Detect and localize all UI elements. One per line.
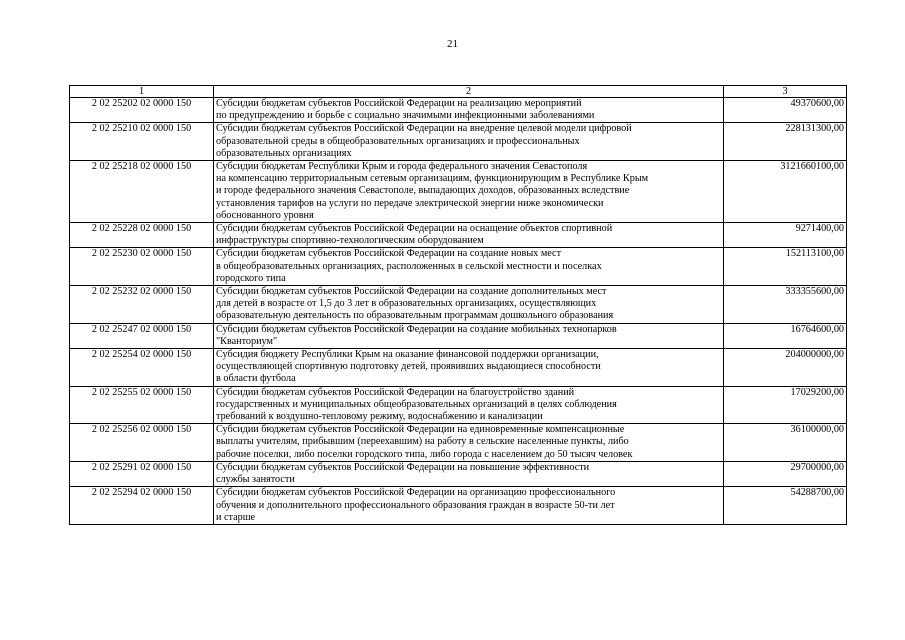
column-header-description: 2 [214,86,724,98]
column-header-code: 1 [70,86,214,98]
description-cell: Субсидии бюджетам субъектов Российской Федерации на благоустройство зданий государственных и муниципальных общеобразовательных организаций в целях соблюдения требований к воздушно-тепловому режиму, водоснабжению и канализации [214,386,724,424]
budget-code-cell: 2 02 25228 02 0000 150 [70,223,214,248]
table-row [70,161,847,223]
page-number: 21 [447,38,458,50]
budget-code-cell: 2 02 25291 02 0000 150 [70,461,214,486]
table-row [70,98,847,123]
description-cell: Субсидии бюджетам субъектов Российской Федерации на создание мобильных технопарков "Кванториум" [214,323,724,348]
description-cell: Субсидии бюджетам субъектов Российской Федерации на единовременные компенсационные выплаты учителям, прибывшим (переехавшим) на работу в сельские населенные пункты, либо рабочие поселки, либо поселки городского типа, либо города с населением до 50 тысяч человек [214,424,724,462]
amount-cell: 29700000,00 [724,461,847,486]
amount-cell: 36100000,00 [724,424,847,462]
column-header-amount: 3 [724,86,847,98]
description-cell: Субсидии бюджетам субъектов Российской Федерации на повышение эффективности службы занятости [214,461,724,486]
amount-cell: 228131300,00 [724,123,847,161]
table-row [70,386,847,424]
budget-table [69,85,847,525]
budget-code-cell: 2 02 25218 02 0000 150 [70,161,214,223]
amount-cell: 333355600,00 [724,286,847,324]
description-cell: Субсидии бюджетам субъектов Российской Федерации на создание дополнительных мест для детей в возрасте от 1,5 до 3 лет в образовательных организациях, осуществляющих образовательную деятельность по образовательным программам дошкольного образования [214,286,724,324]
table-row [70,323,847,348]
description-cell: Субсидии бюджетам субъектов Российской Федерации на оснащение объектов спортивной инфраструктуры спортивно-технологическим оборудованием [214,223,724,248]
description-cell: Субсидии бюджетам Республики Крым и города федерального значения Севастополя на компенсацию территориальным сетевым организациям, функционирующим в Республике Крым и городе федерального значения Севастополе, выпадающих доходов, образованных вследствие установления тарифов на услуги по передаче электрической энергии ниже экономически обоснованного уровня [214,161,724,223]
amount-cell: 17029200,00 [724,386,847,424]
table-row [70,461,847,486]
amount-cell: 204000000,00 [724,349,847,387]
amount-cell: 54288700,00 [724,487,847,525]
table-header-row [70,86,847,98]
budget-code-cell: 2 02 25230 02 0000 150 [70,248,214,286]
budget-code-cell: 2 02 25255 02 0000 150 [70,386,214,424]
table-row [70,123,847,161]
description-cell: Субсидии бюджетам субъектов Российской Федерации на создание новых мест в общеобразовательных организациях, расположенных в сельской местности и поселках городского типа [214,248,724,286]
table-row [70,487,847,525]
amount-cell: 152113100,00 [724,248,847,286]
budget-code-cell: 2 02 25232 02 0000 150 [70,286,214,324]
table-row [70,349,847,387]
description-cell: Субсидия бюджету Республики Крым на оказание финансовой поддержки организации, осуществляющей спортивную подготовку детей, проявивших выдающиеся способности в области футбола [214,349,724,387]
amount-cell: 49370600,00 [724,98,847,123]
budget-code-cell: 2 02 25294 02 0000 150 [70,487,214,525]
budget-code-cell: 2 02 25210 02 0000 150 [70,123,214,161]
description-cell: Субсидии бюджетам субъектов Российской Федерации на реализацию мероприятий по предупреждению и борьбе с социально значимыми инфекционными заболеваниями [214,98,724,123]
budget-code-cell: 2 02 25256 02 0000 150 [70,424,214,462]
budget-code-cell: 2 02 25254 02 0000 150 [70,349,214,387]
description-cell: Субсидии бюджетам субъектов Российской Федерации на внедрение целевой модели цифровой образовательной среды в общеобразовательных организациях и профессиональных образовательных организациях [214,123,724,161]
table-row [70,286,847,324]
table-row [70,248,847,286]
amount-cell: 16764600,00 [724,323,847,348]
amount-cell: 3121660100,00 [724,161,847,223]
description-cell: Субсидии бюджетам субъектов Российской Федерации на организацию профессионального обучения и дополнительного профессионального образования граждан в возрасте 50-ти лет и старше [214,487,724,525]
budget-code-cell: 2 02 25247 02 0000 150 [70,323,214,348]
table-row [70,223,847,248]
budget-code-cell: 2 02 25202 02 0000 150 [70,98,214,123]
table-row [70,424,847,462]
amount-cell: 9271400,00 [724,223,847,248]
